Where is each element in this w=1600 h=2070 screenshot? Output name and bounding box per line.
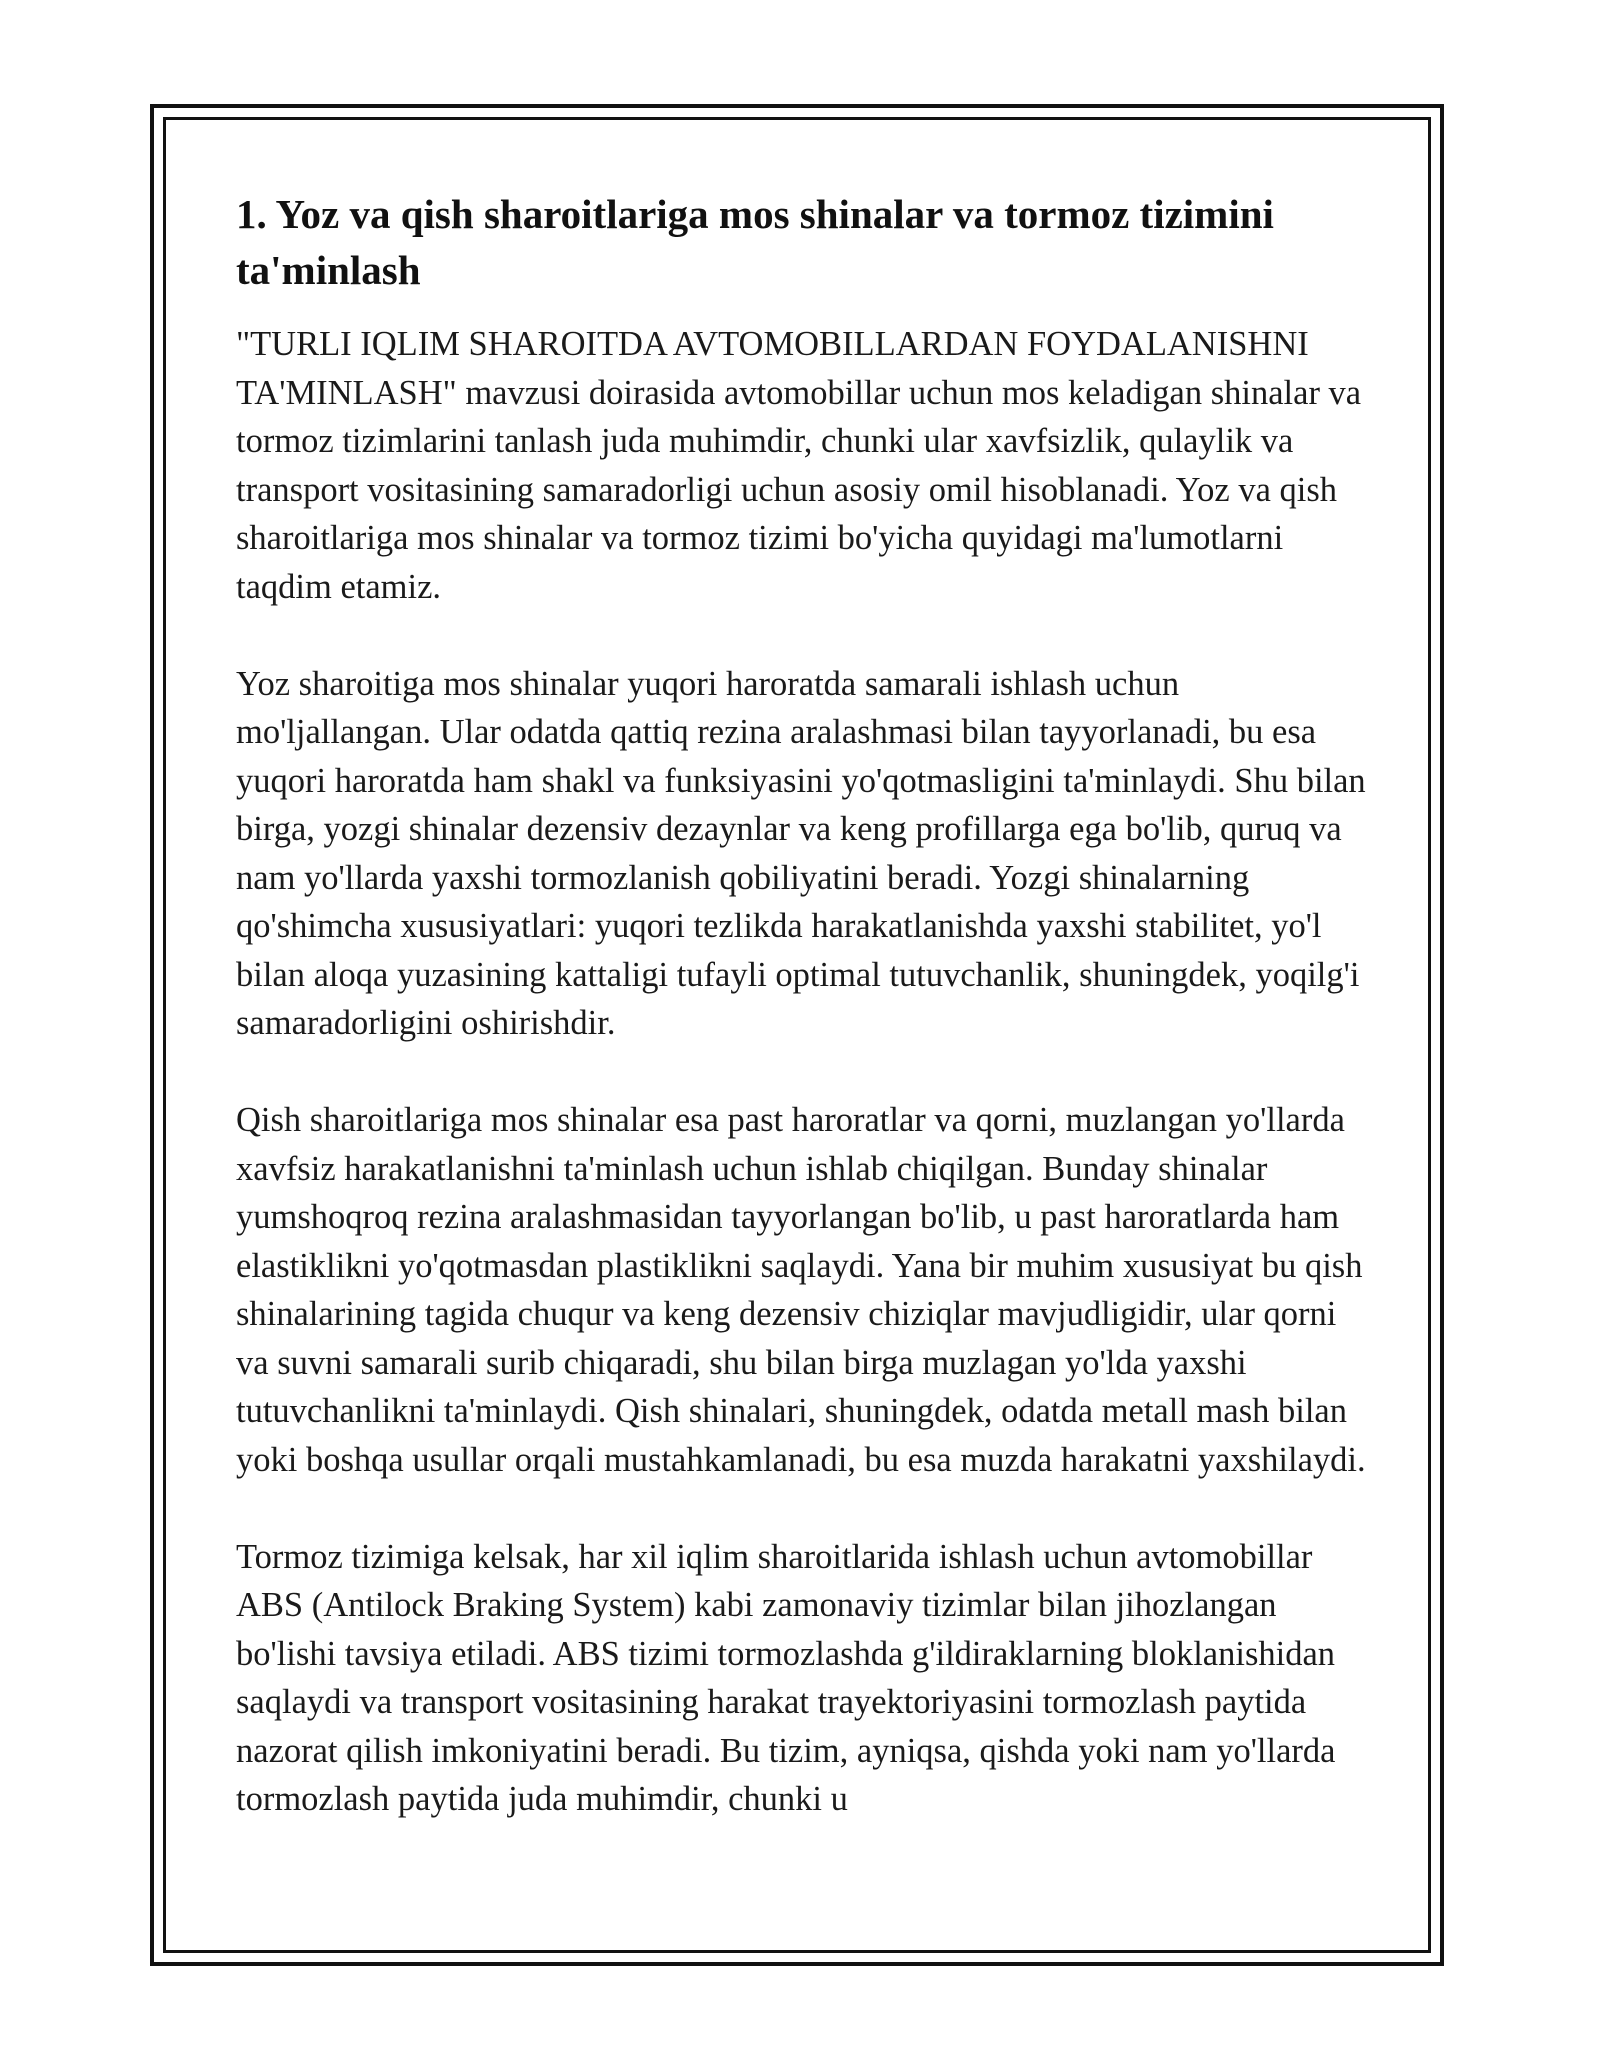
paragraph-winter-tires: Qish sharoitlariga mos shinalar esa past haroratlar va qorni, muzlangan yo'llarda xavfsiz harakatlanishni ta'minlash uchun ishlab chiqilgan. Bunday shinalar yumshoqroq rezina aralashmasidan tayyorlangan bo'lib, u past haroratlarda ham elastiklikni yo'qotmasdan plastiklikni saqlaydi. Yana bir muhim xususiyat bu qish shinalarining tagida chuqur va keng dezensiv chiziqlar mavjudligidir, ular qorni va suvni samarali surib chiqaradi, shu bilan birga muzlagan yo'lda yaxshi tutuvchanlikni ta'minlaydi. Qish shinalari, shuningdek, odatda metall mash bilan yoki boshqa usullar orqali mustahkamlanadi, bu esa muzda harakatni yaxshilaydi.	[236, 1101, 1366, 1479]
paragraph-summer-tires: Yoz sharoitiga mos shinalar yuqori haroratda samarali ishlash uchun mo'ljallangan. Ular odatda qattiq rezina aralashmasi bilan tayyorlanadi, bu esa yuqori haroratda ham shakl va funksiyasini yo'qotmasligini ta'minlaydi. Shu bilan birga, yozgi shinalar dezensiv dezaynlar va keng profillarga ega bo'lib, quruq va nam yo'llarda yaxshi tormozlanish qobiliyatini beradi. Yozgi shinalarning qo'shimcha xususiyatlari: yuqori tezlikda harakatlanishda yaxshi stabilitet, yo'l bilan aloqa yuzasining kattaligi tufayli optimal tutuvchanlik, shuningdek, yoqilg'i samaradorligini oshirishdir.	[236, 664, 1366, 1042]
paragraph-intro: "TURLI IQLIM SHAROITDA AVTOMOBILLARDAN FOYDALANISHNI TA'MINLASH" mavzusi doirasida avtomobillar uchun mos keladigan shinalar va tormoz tizimlarini tanlash juda muhimdir, chunki ular xavfsizlik, qulaylik va transport vositasining samaradorligi uchun asosiy omil hisoblanadi. Yoz va qish sharoitlariga mos shinalar va tormoz tizimi bo'yicha quyidagi ma'lumotlarni taqdim etamiz.	[236, 325, 1362, 606]
paragraph-brake-system: Tormoz tizimiga kelsak, har xil iqlim sharoitlarida ishlash uchun avtomobillar ABS (Antilock Braking System) kabi zamonaviy tizimlar bilan jihozlangan bo'lishi tavsiya etiladi. ABS tizimi tormozlashda g'ildiraklarning bloklanishidan saqlaydi va transport vositasining harakat trayektoriyasini tormozlash paytida nazorat qilish imkoniyatini beradi. Bu tizim, ayniqsa, qishda yoki nam yo'llarda tormozlash paytida juda muhimdir, chunki u	[236, 1537, 1336, 1818]
document-body	[236, 186, 1376, 1872]
section-heading: 1. Yoz va qish sharoitlariga mos shinalar va tormoz tizimini ta'minlash	[236, 191, 1274, 293]
